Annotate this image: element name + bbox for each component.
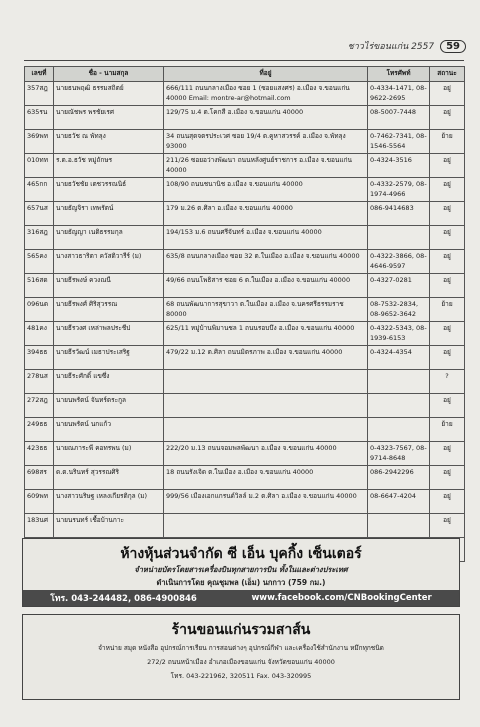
member-name-cell: นายนรนทร์ เชื้อบ้านกาะ [54,514,164,538]
member-phone-cell: 086-2942296 [368,466,430,490]
member-id-cell: 010ทท [25,154,54,178]
member-address-cell: 194/153 ม.6 ถนนศรีจันทร์ อ.เมือง จ.ขอนแก่น 40000 [164,226,368,250]
member-status-cell: ย้าย [430,298,465,322]
member-name-cell: นายณภาระพี คอทรพน (ม) [54,442,164,466]
member-name-cell: นายธวัชชัย เตชวรรณนิธ์ [54,178,164,202]
member-address-cell: 18 ถนนรังเจิด ต.ในเมือง อ.เมือง จ.ขอนแก่น 40000 [164,466,368,490]
table-body [25,82,465,562]
member-name-cell: นายธีรพงษ์ ควงณนี [54,274,164,298]
table-row [25,394,465,418]
member-id-cell: 481คง [25,322,54,346]
cn-booking-advert [22,538,460,607]
advert-contact-bar [23,590,459,606]
member-address-cell [164,514,368,538]
member-id-cell: 565คง [25,250,54,274]
advert-phone: โทร. 043-244482, 086-4900846 [50,594,197,604]
member-name-cell: นายธีรวัฒน์ เมธาประเสริฐ [54,346,164,370]
member-status-cell: อยู่ [430,250,465,274]
member-name-cell: นายนพรัตน์ จันทร์ตระกูล [54,394,164,418]
member-phone-cell [368,418,430,442]
table-row [25,82,465,106]
member-address-cell: 479/22 ม.12 ต.ศิลา ถนนมิตรภาพ อ.เมือง จ.ขอนแก่น 40000 [164,346,368,370]
member-name-cell: นายธีระศักดิ์ แขซึ่ง [54,370,164,394]
member-id-cell: 698สร [25,466,54,490]
member-address-cell: 179 ม.26 ต.ศิลา อ.เมือง จ.ขอนแก่น 40000 [164,202,368,226]
member-address-cell: 222/20 ม.13 ถนนจอมพลพัฒนา อ.เมือง จ.ขอนแก่น 40000 [164,442,368,466]
bookstore-address: 272/2 ถนนหน้าเมือง อำเภอเมืองขอนแก่น จังหวัดขอนแก่น 40000 [147,658,335,666]
column-header-address: ที่อยู่ [164,67,368,82]
member-address-cell: 666/111 ถนนกลางเมือง ซอย 1 (ซอยแสงศร) อ.เมือง จ.ขอนแก่น 40000 Email: montre-ar@hotmail.com [164,82,368,106]
member-address-cell [164,394,368,418]
member-id-cell: 369พท [25,130,54,154]
member-name-cell: นายธีรพงศ์ ศิริสุวรรณ [54,298,164,322]
member-address-cell: 625/11 หมู่บ้านพิมานชล 1 ถนนรอบบึง อ.เมือง จ.ขอนแก่น 40000 [164,322,368,346]
advert-subtitle: จำหน่ายบัตรโดยสารเครื่องบินทุกสายการบิน ทั้งในและต่างประเทศ [134,565,348,574]
member-name-cell: ร.ต.อ.ธวัช หมู่ถักษร [54,154,164,178]
table-row [25,346,465,370]
table-row [25,130,465,154]
member-id-cell: 394ธธ [25,346,54,370]
advert-operator: ดำเนินการโดย คุณชุมพล (เอ็ม) นกกาว (759 กม.) [156,578,326,587]
column-header-phone: โทรศัพท์ [368,67,430,82]
column-header-status: สถานะ [430,67,465,82]
member-id-cell: 183นศ [25,514,54,538]
member-id-cell: 516สด [25,274,54,298]
member-name-cell: นายธัญจิรา เทพรัตน์ [54,202,164,226]
member-name-cell: นายธัญญา เนติธรรมกุล [54,226,164,250]
member-phone-cell [368,514,430,538]
member-name-cell: นายธวัช ณ พัทลุง [54,130,164,154]
member-status-cell: อยู่ [430,346,465,370]
member-name-cell: ด.ต.นรินทร์ สุวรรณศิริ [54,466,164,490]
member-address-cell: 49/66 ถนนโพธิสาร ซอย 6 ต.ในเมือง อ.เมือง จ.ขอนแก่น 40000 [164,274,368,298]
member-phone-cell: 0-4322-5343, 08-1939-6153 [368,322,430,346]
member-phone-cell [368,226,430,250]
member-address-cell: 999/56 เมืองเอกแกรนด์วิลล์ ม.2 ต.ศิลา อ.เมือง จ.ขอนแก่น 40000 [164,490,368,514]
member-status-cell: อยู่ [430,82,465,106]
table-row [25,298,465,322]
member-phone-cell: 0-4332-2579, 08-1974-4966 [368,178,430,202]
member-name-cell: นายธนพฤฒิ ธรรมสถิตย์ [54,82,164,106]
advert-facebook-link[interactable]: www.facebook.com/CNBookingCenter [251,593,432,603]
member-id-cell: 357สฎ [25,82,54,106]
member-directory-table [24,66,465,562]
member-id-cell: 609พท [25,490,54,514]
member-status-cell: อยู่ [430,514,465,538]
member-phone-cell: 0-4322-3866, 08-4646-9597 [368,250,430,274]
member-address-cell: 211/26 ซอยอว่างพัฒนา ถนนหลังศูนย์ราชการ อ.เมือง จ.ขอนแก่น 40000 [164,154,368,178]
member-status-cell: อยู่ [430,490,465,514]
member-id-cell: 635รน [25,106,54,130]
member-address-cell [164,418,368,442]
table-row [25,370,465,394]
column-header-name: ชื่อ - นามสกุล [54,67,164,82]
table-row [25,274,465,298]
member-id-cell: 316สฎ [25,226,54,250]
member-address-cell: 635/8 ถนนกลางเมือง ซอย 32 ต.ในเมือง อ.เมือง จ.ขอนแก่น 40000 [164,250,368,274]
member-phone-cell: 0-4324-3516 [368,154,430,178]
member-id-cell: 465กก [25,178,54,202]
member-status-cell: ย้าย [430,418,465,442]
member-address-cell [164,370,368,394]
member-status-cell: ? [430,370,465,394]
member-name-cell: นายนพรัตน์ นกแก้ว [54,418,164,442]
member-phone-cell: 08-5007-7448 [368,106,430,130]
member-id-cell: 272สฎ [25,394,54,418]
member-name-cell: นายธีรวงศ เหล่าพลประชีป [54,322,164,346]
member-phone-cell: 0-4334-1471, 08-9622-2695 [368,82,430,106]
member-phone-cell: 0-4324-4354 [368,346,430,370]
table-header-row [25,67,465,82]
member-phone-cell [368,394,430,418]
member-name-cell: นายณัชพร พรชัยเรศ [54,106,164,130]
member-status-cell: อยู่ [430,466,465,490]
header-rule [24,60,464,61]
bookstore-products: จำหน่าย สมุด หนังสือ อุปกรณ์การเรียน การสอนต่างๆ อุปกรณ์กีฬา และเครื่องใช้สำนักงาน หมึกทุกชนิด [98,644,384,652]
member-id-cell: 423ธธ [25,442,54,466]
member-status-cell: อยู่ [430,106,465,130]
member-status-cell: อยู่ [430,226,465,250]
publication-title: ชาวไร่ขอนแก่น 2557 [347,42,435,52]
table-row [25,418,465,442]
member-phone-cell: 08-6647-4204 [368,490,430,514]
member-id-cell: 278นส [25,370,54,394]
bookstore-title: ร้านขอนแก่นรวมสาส์น [171,622,311,638]
member-id-cell: 657นส [25,202,54,226]
member-address-cell: 68 ถนนพัฒนาการสุขาวา ต.ในเมือง อ.เมือง จ.นครศรีธรรมราช 80000 [164,298,368,322]
member-status-cell: อยู่ [430,394,465,418]
member-status-cell: ย้าย [430,130,465,154]
bookstore-advert [22,614,460,700]
table-row [25,106,465,130]
member-address-cell: 34 ถนนสุดจตรประเวศ ซอย 19/4 ต.คูหาสวรรค์ อ.เมือง จ.พัทลุง 93000 [164,130,368,154]
table-row [25,322,465,346]
member-phone-cell: 0-4327-0281 [368,274,430,298]
table-row [25,202,465,226]
table-row [25,514,465,538]
member-name-cell: นางสาวนริษฐ เหลงเกียรติกุล (ม) [54,490,164,514]
page-number: 59 [440,40,466,53]
table-row [25,226,465,250]
table-row [25,154,465,178]
member-status-cell: อยู่ [430,178,465,202]
member-status-cell: อยู่ [430,442,465,466]
member-address-cell: 129/75 ม.4 ต.โคกสี อ.เมือง จ.ขอนแก่น 40000 [164,106,368,130]
table-row [25,490,465,514]
member-id-cell: 096นด [25,298,54,322]
member-status-cell: อยู่ [430,322,465,346]
member-address-cell: 108/90 ถนนชนานิช อ.เมือง จ.ขอนแก่น 40000 [164,178,368,202]
member-phone-cell: 0-4323-7567, 08-9714-8648 [368,442,430,466]
member-status-cell: อยู่ [430,274,465,298]
table-row [25,466,465,490]
member-phone-cell: 086-9414683 [368,202,430,226]
page-header [348,36,466,56]
table-row [25,178,465,202]
member-phone-cell [368,370,430,394]
member-phone-cell: 0-7462-7341, 08-1546-5564 [368,130,430,154]
member-id-cell: 249ธธ [25,418,54,442]
table-row [25,250,465,274]
member-name-cell: นางสาวธาริตา ควัสติวารีร์ (ม) [54,250,164,274]
column-header-id: เลขที่ [25,67,54,82]
member-status-cell: อยู่ [430,154,465,178]
table-row [25,442,465,466]
member-phone-cell: 08-7532-2834, 08-9652-3642 [368,298,430,322]
bookstore-contact: โทร. 043-221962, 320511 Fax. 043-320995 [170,672,312,680]
member-status-cell: อยู่ [430,202,465,226]
advert-title: ห้างหุ้นส่วนจำกัด ซี เอ็น บุคกิ้ง เซ็นเตอร์ [120,546,362,562]
